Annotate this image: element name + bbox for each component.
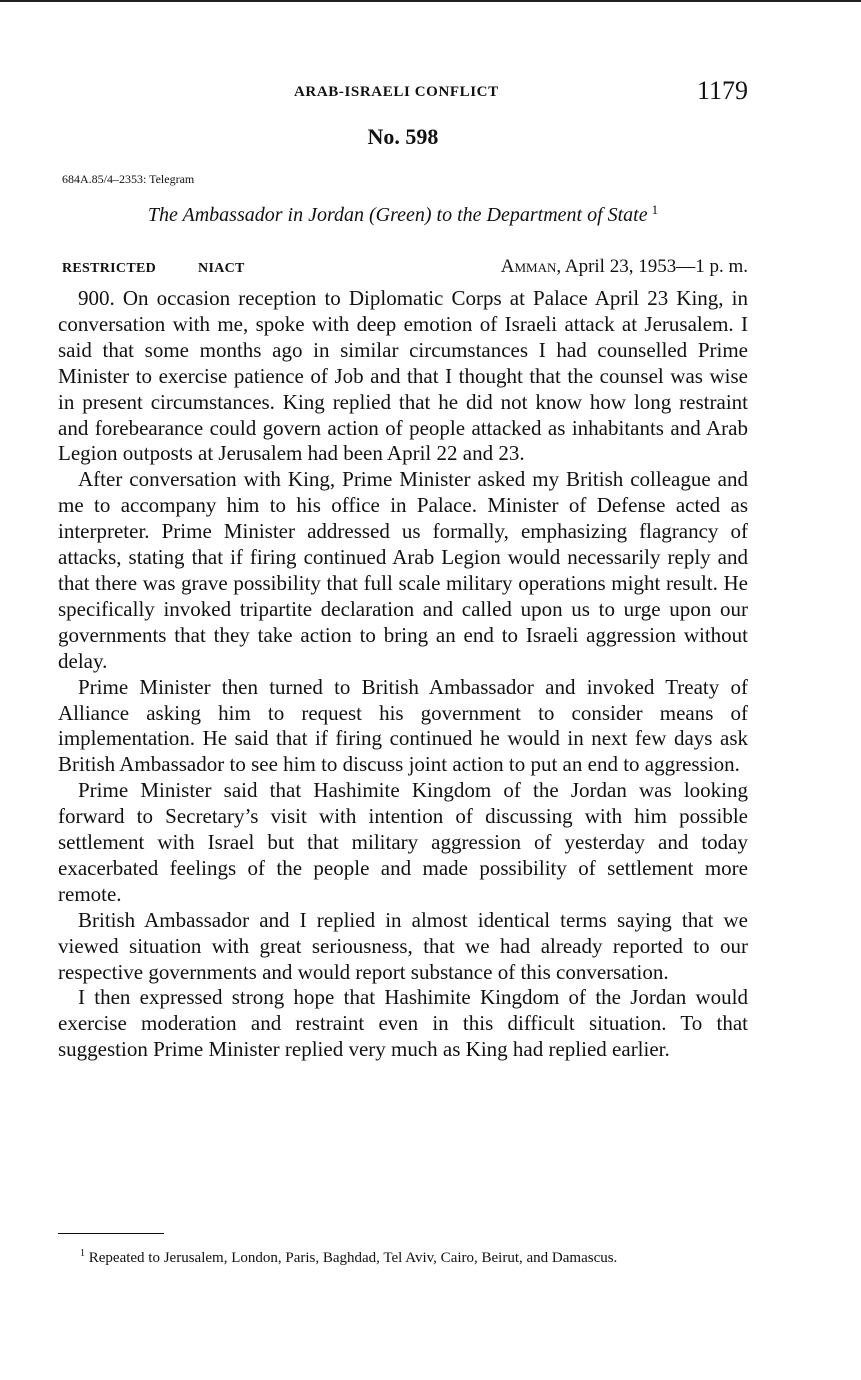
document-title xyxy=(58,202,748,227)
telegram-body xyxy=(58,286,748,1063)
date-time: , April 23, 1953—1 p. m. xyxy=(556,256,748,277)
paragraph: British Ambassador and I replied in almost identical terms saying that we viewed situation with great seriousness, that we had already reported to our respective governments and would report substance of this conversation. xyxy=(58,907,748,984)
paragraph: Prime Minister then turned to British Ambassador and invoked Treaty of Alliance asking him to request his government to consider means of implementation. He said that if firing continued he would in next few days ask British Ambassador to see him to discuss joint action to put an end to aggression. xyxy=(58,674,748,777)
footnote-divider xyxy=(58,1233,164,1234)
paragraph: Prime Minister said that Hashimite Kingdom of the Jordan was looking forward to Secretary’s visit with intention of discussing with him possible settlement with Israel but that military aggression of yesterday and today exacerbated feelings of the people and made possibility of settlement more remote. xyxy=(58,778,748,906)
footnote-text: Repeated to Jerusalem, London, Paris, Baghdad, Tel Aviv, Cairo, Beirut, and Damascus. xyxy=(85,1250,618,1266)
file-reference: 684A.85/4–2353: Telegram xyxy=(62,172,195,186)
telegram-header-line xyxy=(62,256,748,278)
place-name: Amman xyxy=(500,256,557,277)
running-head: ARAB-ISRAELI CONFLICT xyxy=(294,84,499,100)
scan-top-edge-line xyxy=(0,0,861,2)
page-number: 1179 xyxy=(696,76,748,105)
place-date xyxy=(501,256,748,278)
document-title-text: The Ambassador in Jordan (Green) to the Department of State xyxy=(147,204,648,226)
precedence-label: NIACT xyxy=(198,261,245,276)
title-footnote-mark[interactable]: 1 xyxy=(651,202,659,217)
paragraph: 900. On occasion reception to Diplomatic Corps at Palace April 23 King, in conversation with me, spoke with deep emotion of Israeli attack at Jerusalem. I said that some months ago in similar circumstances I had counselled Prime Minister to exercise patience of Job and that I thought that the counsel was wise in present circumstances. King replied that he did not know how long restraint and forebearance could govern action of people attacked as inhabitants and Arab Legion outposts at Jerusalem had been April 22 and 23. xyxy=(58,286,748,466)
paragraph: After conversation with King, Prime Minister asked my British colleague and me to accompany him to his office in Palace. Minister of Defense acted as interpreter. Prime Minister addressed us formally, emphasizing flagrancy of attacks, stating that if firing continued Arab Legion would necessarily reply and that there was grave possibility that full scale military operations might result. He specifically invoked tripartite declaration and called upon us to urge upon our governments that they take action to bring an end to Israeli aggression without delay. xyxy=(58,467,748,673)
paragraph: I then expressed strong hope that Hashimite Kingdom of the Jordan would exercise moderation and restraint even in this difficult situation. To that suggestion Prime Minister replied very much as King had replied earlier. xyxy=(58,985,748,1062)
footnote-mark: 1 xyxy=(80,1248,85,1259)
footnote xyxy=(58,1244,748,1268)
classification-label: RESTRICTED xyxy=(62,261,157,276)
document-number: No. 598 xyxy=(367,124,439,149)
